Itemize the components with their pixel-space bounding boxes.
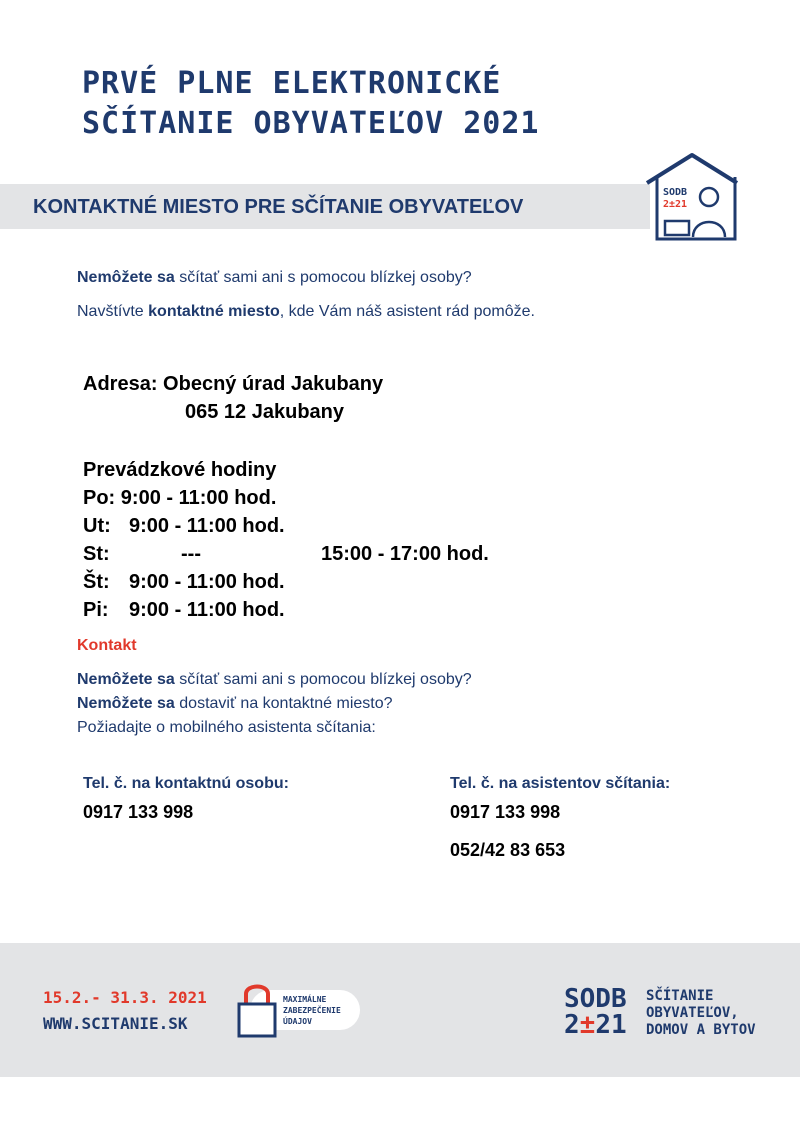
contact-line-2: Nemôžete sa dostaviť na kontaktné miesto? [77, 695, 393, 712]
intro-line-2: Navštívte kontaktné miesto, kde Vám náš asistent rád pomôže. [77, 303, 535, 320]
census-dates: 15.2.- 31.3. 2021 [43, 988, 207, 1007]
contact-phone-label: Tel. č. na kontaktnú osobu: [83, 775, 289, 792]
banner-title: KONTAKTNÉ MIESTO PRE SČÍTANIE OBYVATEĽOV [33, 196, 524, 218]
contact-text [77, 668, 472, 740]
title-line-1: PRVÉ PLNE ELEKTRONICKÉ [82, 66, 502, 101]
address-line-1: Adresa: Obecný úrad Jakubany [83, 373, 384, 395]
address-hours-block [83, 370, 489, 624]
intro-text [77, 267, 535, 335]
page-title [82, 64, 539, 144]
hours-row: St: --- 15:00 - 17:00 hod. [83, 543, 489, 565]
address-line-2: 065 12 Jakubany [185, 401, 344, 423]
hours-row: Ut: 9:00 - 11:00 hod. [83, 515, 285, 537]
hours-row: Št: 9:00 - 11:00 hod. [83, 571, 285, 593]
hours-row: Po: 9:00 - 11:00 hod. [83, 487, 277, 509]
census-url: WWW.SCITANIE.SK [43, 1014, 188, 1033]
title-line-2: SČÍTANIE OBYVATEĽOV 2021 [82, 106, 540, 141]
assistant-phone-number: 052/42 83 653 [450, 840, 566, 860]
census-brand-text: SČÍTANIE OBYVATEĽOV, DOMOV A BYTOV [646, 988, 756, 1038]
assistant-phone-column [450, 772, 670, 862]
hours-row: Pi: 9:00 - 11:00 hod. [83, 599, 285, 621]
house-assistant-icon [643, 151, 741, 243]
assistant-phone-label: Tel. č. na asistentov sčítania: [450, 775, 671, 792]
contact-line-3: Požiadajte o mobilného asistenta sčítania: [77, 719, 376, 736]
intro-line-1: Nemôžete sa sčítať sami ani s pomocou blízkej osoby? [77, 269, 472, 286]
contact-line-1: Nemôžete sa sčítať sami ani s pomocou blízkej osoby? [77, 671, 472, 688]
assistant-phone-number: 0917 133 998 [450, 802, 561, 822]
sodb-logo: SODB 2±21 [564, 984, 627, 1040]
contact-heading: Kontakt [77, 637, 137, 654]
data-security-label: MAXIMÁLNE ZABEZPEČENIE ÚDAJOV [283, 995, 341, 1026]
svg-text:2±21: 2±21 [663, 199, 688, 210]
hours-heading: Prevádzkové hodiny [83, 459, 277, 481]
contact-phone-number: 0917 133 998 [83, 802, 194, 822]
contact-phone-column [83, 772, 289, 824]
svg-text:SODB: SODB [663, 187, 688, 198]
